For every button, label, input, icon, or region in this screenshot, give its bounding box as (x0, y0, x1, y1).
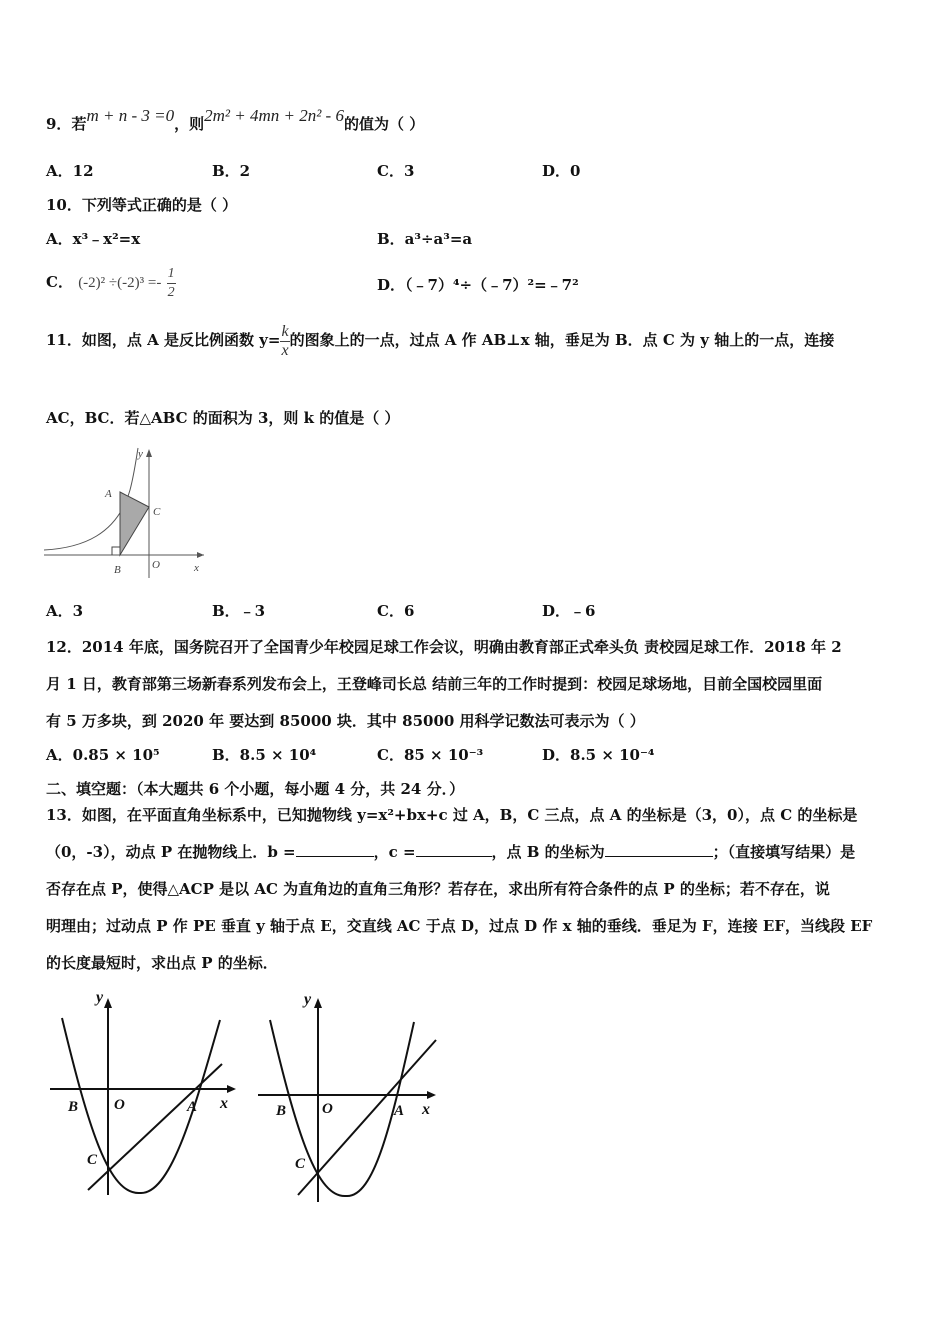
q12-stem-line1: 12．2014 年底，国务院召开了全国青少年校园足球工作会议，明确由教育部正式牵头负 责校园足球工作．2018 年 2 (46, 638, 842, 656)
q11-right-angle-mark (112, 547, 120, 555)
q10-option-d[interactable]: D．（﹣7）⁴÷（﹣7）²=﹣7² (377, 276, 579, 294)
q11-label-b: B (114, 564, 121, 576)
q13-fig1-label-a: A (187, 1099, 198, 1115)
q10-option-c-expr: (-2)² ÷(-2)³ =- (78, 275, 162, 291)
q13-fig1-label-b: B (68, 1099, 79, 1115)
q10-option-b[interactable]: B．a³÷a³=a (377, 230, 473, 248)
q11-stem-pre: 如图，点 A 是反比例函数 y= (81, 331, 281, 349)
q9-mid: ，则 (174, 115, 205, 133)
q11-fraction (280, 323, 289, 360)
q9-option-b[interactable]: B．2 (212, 162, 251, 180)
q10-option-c-numerator: 1 (167, 265, 176, 284)
q13-stem-line5: 的长度最短时，求出点 P 的坐标． (46, 954, 278, 972)
q13-fig2-label-o: O (322, 1101, 333, 1117)
q9-option-a[interactable]: A．12 (46, 162, 94, 180)
q10-stem (46, 195, 237, 215)
q12-option-a[interactable]: A．0.85 × 10⁵ (46, 746, 160, 764)
q13-fig1-x-arrow (227, 1085, 236, 1093)
q10-option-c-label: C． (46, 273, 73, 291)
q10-number: 10． (46, 196, 82, 214)
q13-figure-1 (44, 990, 244, 1200)
q11-label-x: x (194, 562, 199, 574)
q13-blank-point-b[interactable] (605, 842, 713, 857)
q9-option-d[interactable]: D．0 (542, 162, 581, 180)
q13-fig2-y-arrow (314, 998, 322, 1008)
q13-stem-line3: 否存在点 P，使得△ACP 是以 AC 为直角边的直角三角形？若存在，求出所有符合条件的点 P 的坐标；若不存在，说 (46, 880, 830, 898)
q11-label-o: O (152, 559, 160, 571)
q9-pre: 若 (71, 115, 87, 133)
q9-expr: 2m² + 4mn + 2n² - 6 (204, 106, 344, 125)
q11-label-a: A (105, 488, 112, 500)
q11-option-d[interactable]: D．﹣6 (542, 602, 596, 620)
q11-option-b[interactable]: B．﹣3 (212, 602, 266, 620)
q13-stem-line2 (46, 842, 855, 862)
q12-option-d[interactable]: D．8.5 × 10⁻⁴ (542, 746, 655, 764)
q13-fig1-label-x: x (220, 1095, 228, 1112)
q13-fig2-x-arrow (427, 1091, 436, 1099)
q11-triangle-abc (120, 492, 149, 555)
q13-blank-c[interactable] (416, 842, 492, 857)
q12-option-c[interactable]: C．85 × 10⁻³ (377, 746, 484, 764)
q11-option-a[interactable]: A．3 (46, 602, 84, 620)
q13-fig1-y-arrow (104, 998, 112, 1008)
q9-number: 9． (46, 115, 72, 133)
q11-y-arrow (146, 449, 152, 457)
q10-option-a[interactable]: A．x³﹣x²=x (46, 230, 141, 248)
q9-option-c[interactable]: C．3 (377, 162, 415, 180)
q13-fig2-parabola (270, 1020, 414, 1196)
q13-text-c: ，c = (373, 843, 416, 861)
q13-fig2-label-y: y (304, 991, 312, 1008)
q13-fig1-label-o: O (114, 1097, 125, 1113)
q11-figure (42, 445, 212, 580)
q13-fig2-label-a: A (394, 1103, 405, 1119)
q11-label-y: y (138, 448, 143, 460)
q13-fig2-label-b: B (276, 1103, 287, 1119)
q13-fig1-label-c: C (87, 1152, 98, 1168)
q13-blank-b[interactable] (296, 842, 374, 857)
q9-post: 的值为（ ） (343, 115, 425, 133)
q11-stem-line2: AC，BC．若△ABC 的面积为 3，则 k 的值是（ ） (46, 409, 400, 427)
q13-text-tail: ；（直接填写结果）是 (712, 843, 856, 861)
section2-heading: 二、填空题：（本大题共 6 个小题，每小题 4 分，共 24 分．） (46, 780, 465, 798)
q10-stem-text: 下列等式正确的是（ ） (81, 196, 238, 214)
q11-stem-post: 的图象上的一点，过点 A 作 AB⊥x 轴，垂足为 B．点 C 为 y 轴上的一点，连接 (289, 331, 835, 349)
q11-stem-line1 (46, 321, 834, 360)
q12-stem-line3: 有 5 万多块，到 2020 年 要达到 85000 块．其中 85000 用科学记数法可表示为（ ） (46, 712, 645, 730)
q11-fraction-numerator: k (281, 322, 289, 340)
q11-number: 11． (46, 331, 82, 349)
q13-stem-line4: 明理由；过动点 P 作 PE 垂直 y 轴于点 E，交直线 AC 于点 D，过点 D 作 x 轴的垂线．垂足为 F，连接 EF，当线段 EF (46, 917, 873, 935)
q11-label-c: C (153, 506, 161, 518)
q9-stem (46, 106, 425, 134)
q11-x-arrow (197, 552, 204, 558)
q13-figure-2 (252, 990, 452, 1205)
q9-condition: m + n - 3 =0 (86, 106, 175, 125)
q10-option-c-denominator: 2 (167, 284, 175, 300)
q13-text-point-b: ，点 B 的坐标为 (491, 843, 605, 861)
q13-fig1-label-y: y (96, 990, 104, 1006)
q13-fig2-label-c: C (295, 1156, 306, 1172)
q10-option-c[interactable] (46, 264, 176, 302)
q11-fraction-denominator: x (281, 341, 289, 359)
q13-fig2-label-x: x (422, 1101, 430, 1118)
q12-stem-line2: 月 1 日，教育部第三场新春系列发布会上，王登峰司长总 结前三年的工作时提到：校园足球场地，目前全国校园里面 (46, 675, 823, 693)
q12-option-b[interactable]: B．8.5 × 10⁴ (212, 746, 317, 764)
q10-option-c-fraction (167, 265, 176, 302)
q11-option-c[interactable]: C．6 (377, 602, 415, 620)
q13-stem-line1: 13．如图，在平面直角坐标系中，已知抛物线 y=x²+bx+c 过 A，B，C 三点，点 A 的坐标是（3，0），点 C 的坐标是 (46, 806, 858, 824)
q13-text-b: （0，-3），动点 P 在抛物线上．b = (46, 843, 296, 861)
